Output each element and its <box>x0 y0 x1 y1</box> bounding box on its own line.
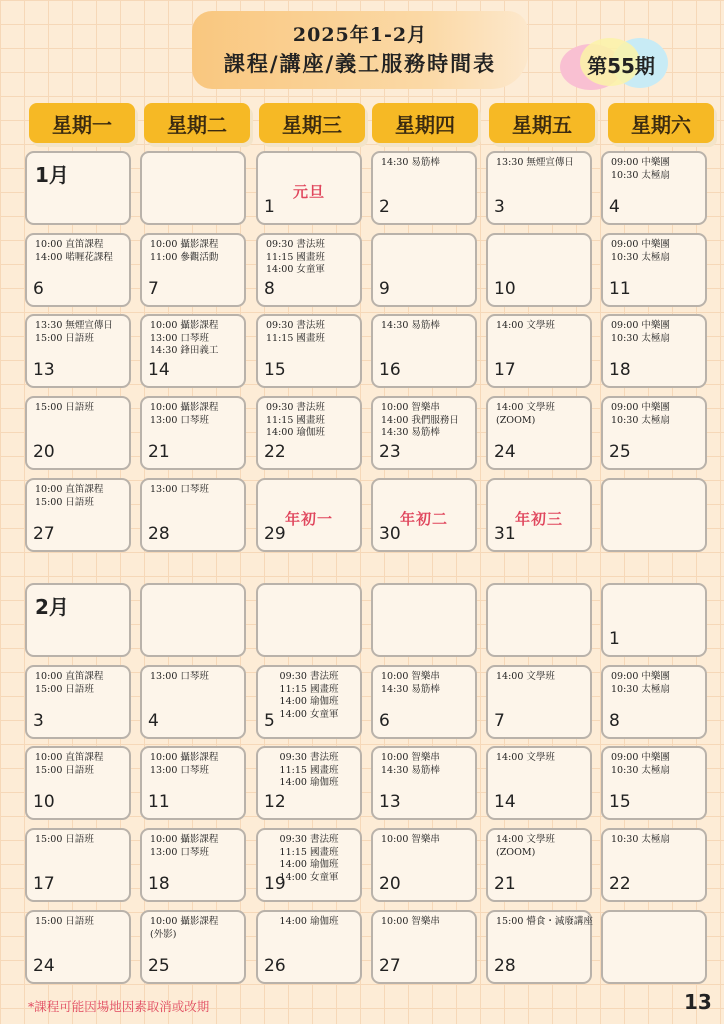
weekday-header: 星期六 <box>608 103 714 143</box>
schedule-entries: 14:00 文學班 <box>496 320 555 331</box>
calendar-day-cell <box>140 746 246 820</box>
day-number: 7 <box>494 711 505 731</box>
schedule-entries: 10:00 智樂串 14:30 易筋棒 <box>381 752 440 776</box>
day-number: 4 <box>148 711 159 731</box>
calendar-day-cell <box>486 151 592 225</box>
day-number: 10 <box>33 792 55 812</box>
month-label: 1月 <box>35 163 69 187</box>
schedule-entries: 14:00 文學班 <box>496 671 555 682</box>
day-number: 25 <box>609 442 631 462</box>
calendar-day-cell <box>256 583 362 657</box>
day-number: 16 <box>379 360 401 380</box>
day-number: 15 <box>264 360 286 380</box>
calendar-day-cell <box>256 665 362 739</box>
schedule-entries: 14:00 瑜伽班 <box>279 916 339 927</box>
calendar-day-cell <box>371 478 477 552</box>
day-number: 20 <box>33 442 55 462</box>
day-number: 28 <box>148 524 170 544</box>
calendar-day-cell <box>601 151 707 225</box>
day-number: 8 <box>609 711 620 731</box>
day-number: 20 <box>379 874 401 894</box>
schedule-entries: 10:00 直笛課程 15:00 日語班 <box>35 671 104 695</box>
schedule-entries: 13:00 口琴班 <box>150 484 209 495</box>
day-number: 27 <box>379 956 401 976</box>
day-number: 29 <box>264 524 286 544</box>
day-number: 17 <box>494 360 516 380</box>
day-number: 18 <box>609 360 631 380</box>
schedule-entries: 10:00 智樂串 <box>381 916 440 927</box>
calendar-day-cell <box>371 233 477 307</box>
schedule-entries: 10:00 直笛課程 15:00 日語班 <box>35 752 104 776</box>
schedule-entries: 15:00 日語班 <box>35 916 94 927</box>
schedule-entries: 10:00 攝影課程 11:00 參觀活動 <box>150 239 219 263</box>
day-number: 22 <box>264 442 286 462</box>
calendar-day-cell <box>371 910 477 984</box>
schedule-entries: 10:00 智樂串 14:00 我們服務日 14:30 易筋棒 <box>381 402 459 438</box>
calendar-day-cell <box>486 233 592 307</box>
weekday-header: 星期五 <box>489 103 595 143</box>
issue-number: 第55期 <box>587 54 655 78</box>
calendar-day-cell <box>140 478 246 552</box>
schedule-entries: 13:00 口琴班 <box>150 671 209 682</box>
calendar-day-cell <box>486 314 592 388</box>
calendar-day-cell <box>25 314 131 388</box>
calendar-day-cell <box>371 151 477 225</box>
schedule-entries: 14:00 文學班 (ZOOM) <box>496 402 555 426</box>
calendar-day-cell <box>601 314 707 388</box>
footnote: *課程可能因場地因素取消或改期 <box>28 999 210 1014</box>
day-number: 19 <box>264 874 286 894</box>
schedule-entries: 10:00 直笛課程 14:00 喏喱花課程 <box>35 239 113 263</box>
holiday-label: 元旦 <box>292 183 325 201</box>
calendar-day-cell <box>601 828 707 902</box>
weekday-header: 星期三 <box>259 103 365 143</box>
schedule-entries: 10:00 智樂串 14:30 易筋棒 <box>381 671 440 695</box>
calendar-day-cell <box>486 828 592 902</box>
calendar-day-cell <box>256 746 362 820</box>
day-number: 10 <box>494 279 516 299</box>
day-number: 3 <box>33 711 44 731</box>
schedule-entries: 10:00 攝影課程 (外影) <box>150 916 219 940</box>
calendar-day-cell <box>140 665 246 739</box>
schedule-entries: 13:30 無煙宣傳日 <box>496 157 574 168</box>
calendar-day-cell <box>371 665 477 739</box>
calendar-day-cell <box>256 314 362 388</box>
day-number: 1 <box>264 197 275 217</box>
calendar-day-cell <box>371 583 477 657</box>
day-number: 6 <box>33 279 44 299</box>
calendar-day-cell <box>25 665 131 739</box>
calendar-day-cell <box>256 396 362 470</box>
day-number: 17 <box>33 874 55 894</box>
schedule-entries: 09:30 書法班 11:15 國畫班 14:00 女童軍 <box>266 239 325 275</box>
calendar-day-cell <box>601 233 707 307</box>
day-number: 30 <box>379 524 401 544</box>
schedule-entries: 09:30 書法班 11:15 國畫班 <box>266 320 325 344</box>
calendar-day-cell <box>25 746 131 820</box>
calendar-day-cell <box>25 396 131 470</box>
calendar-day-cell <box>486 396 592 470</box>
schedule-entries: 10:00 攝影課程 13:00 口琴班 <box>150 402 219 426</box>
calendar-day-cell <box>601 396 707 470</box>
page-title: 課程/講座/義工服務時間表 <box>223 51 497 76</box>
calendar-day-cell <box>371 396 477 470</box>
calendar-day-cell <box>25 828 131 902</box>
schedule-entries: 09:00 中樂團 10:30 太極扇 <box>611 671 670 695</box>
calendar-day-cell <box>140 151 246 225</box>
day-number: 22 <box>609 874 631 894</box>
calendar-day-cell <box>140 396 246 470</box>
calendar-day-cell <box>601 478 707 552</box>
calendar-day-cell <box>256 828 362 902</box>
calendar-day-cell <box>256 233 362 307</box>
calendar-day-cell <box>140 583 246 657</box>
day-number: 4 <box>609 197 620 217</box>
holiday-label: 年初一 <box>284 510 333 528</box>
day-number: 13 <box>379 792 401 812</box>
weekday-header: 星期一 <box>29 103 135 143</box>
schedule-entries: 13:30 無煙宣傳日 15:00 日語班 <box>35 320 113 344</box>
schedule-entries: 10:00 攝影課程 13:00 口琴班 <box>150 752 219 776</box>
calendar-day-cell <box>486 746 592 820</box>
day-number: 23 <box>379 442 401 462</box>
schedule-entries: 10:00 直笛課程 15:00 日語班 <box>35 484 104 508</box>
schedule-entries: 09:30 書法班 11:15 國畫班 14:00 瑜伽班 <box>279 752 339 788</box>
schedule-entries: 15:00 日語班 <box>35 402 94 413</box>
day-number: 6 <box>379 711 390 731</box>
schedule-entries: 09:30 書法班 11:15 國畫班 14:00 瑜伽班 14:00 女童軍 <box>279 671 339 720</box>
day-number: 27 <box>33 524 55 544</box>
schedule-entries: 15:00 懵食・減廢講座 <box>496 916 593 927</box>
day-number: 3 <box>494 197 505 217</box>
schedule-entries: 10:00 智樂串 <box>381 834 440 845</box>
day-number: 31 <box>494 524 516 544</box>
schedule-entries: 09:00 中樂團 10:30 太極扇 <box>611 239 670 263</box>
day-number: 7 <box>148 279 159 299</box>
schedule-entries: 09:00 中樂團 10:30 太極扇 <box>611 320 670 344</box>
calendar-day-cell <box>140 314 246 388</box>
day-number: 13 <box>33 360 55 380</box>
schedule-entries: 09:00 中樂團 10:30 太極扇 <box>611 402 670 426</box>
day-number: 9 <box>379 279 390 299</box>
day-number: 8 <box>264 279 275 299</box>
day-number: 28 <box>494 956 516 976</box>
weekday-header: 星期四 <box>372 103 478 143</box>
calendar-day-cell <box>486 910 592 984</box>
calendar-day-cell <box>25 233 131 307</box>
calendar-day-cell <box>140 910 246 984</box>
page-title-date: 2025年1-2月 <box>292 24 428 46</box>
day-number: 11 <box>609 279 631 299</box>
day-number: 21 <box>148 442 170 462</box>
calendar-day-cell <box>486 478 592 552</box>
calendar-day-cell <box>371 828 477 902</box>
schedule-entries: 10:00 攝影課程 13:00 口琴班 14:30 鋒田義工 <box>150 320 219 356</box>
schedule-entries: 14:30 易筋棒 <box>381 157 440 168</box>
calendar-day-cell <box>140 233 246 307</box>
calendar-day-cell <box>486 665 592 739</box>
day-number: 24 <box>494 442 516 462</box>
day-number: 25 <box>148 956 170 976</box>
day-number: 2 <box>379 197 390 217</box>
calendar-day-cell <box>25 910 131 984</box>
page-number: 13 <box>684 990 712 1014</box>
schedule-entries: 09:00 中樂團 10:30 太極扇 <box>611 752 670 776</box>
schedule-entries: 10:00 攝影課程 13:00 口琴班 <box>150 834 219 858</box>
day-number: 21 <box>494 874 516 894</box>
calendar-day-cell <box>371 746 477 820</box>
calendar-day-cell <box>256 151 362 225</box>
schedule-entries: 14:30 易筋棒 <box>381 320 440 331</box>
calendar-day-cell <box>256 910 362 984</box>
day-number: 1 <box>609 629 620 649</box>
calendar-day-cell <box>140 828 246 902</box>
schedule-entries: 10:30 太極扇 <box>611 834 670 845</box>
calendar-day-cell <box>25 583 131 657</box>
weekday-header: 星期二 <box>144 103 250 143</box>
day-number: 5 <box>264 711 275 731</box>
calendar-day-cell <box>601 746 707 820</box>
schedule-entries: 09:30 書法班 11:15 國畫班 14:00 瑜伽班 <box>266 402 325 438</box>
month-label: 2月 <box>35 595 69 619</box>
calendar-day-cell <box>486 583 592 657</box>
day-number: 14 <box>494 792 516 812</box>
calendar-day-cell <box>25 151 131 225</box>
day-number: 15 <box>609 792 631 812</box>
day-number: 12 <box>264 792 286 812</box>
schedule-entries: 09:30 書法班 11:15 國畫班 14:00 瑜伽班 14:00 女童軍 <box>279 834 339 883</box>
holiday-label: 年初三 <box>514 510 563 528</box>
day-number: 26 <box>264 956 286 976</box>
holiday-label: 年初二 <box>399 510 448 528</box>
schedule-entries: 14:00 文學班 (ZOOM) <box>496 834 555 858</box>
schedule-entries: 09:00 中樂團 10:30 太極扇 <box>611 157 670 181</box>
day-number: 11 <box>148 792 170 812</box>
day-number: 24 <box>33 956 55 976</box>
calendar-day-cell <box>601 910 707 984</box>
schedule-entries: 15:00 日語班 <box>35 834 94 845</box>
schedule-entries: 14:00 文學班 <box>496 752 555 763</box>
calendar-day-cell <box>601 665 707 739</box>
calendar-day-cell <box>256 478 362 552</box>
calendar-day-cell <box>25 478 131 552</box>
day-number: 18 <box>148 874 170 894</box>
calendar-day-cell <box>371 314 477 388</box>
calendar-day-cell <box>601 583 707 657</box>
day-number: 14 <box>148 360 170 380</box>
